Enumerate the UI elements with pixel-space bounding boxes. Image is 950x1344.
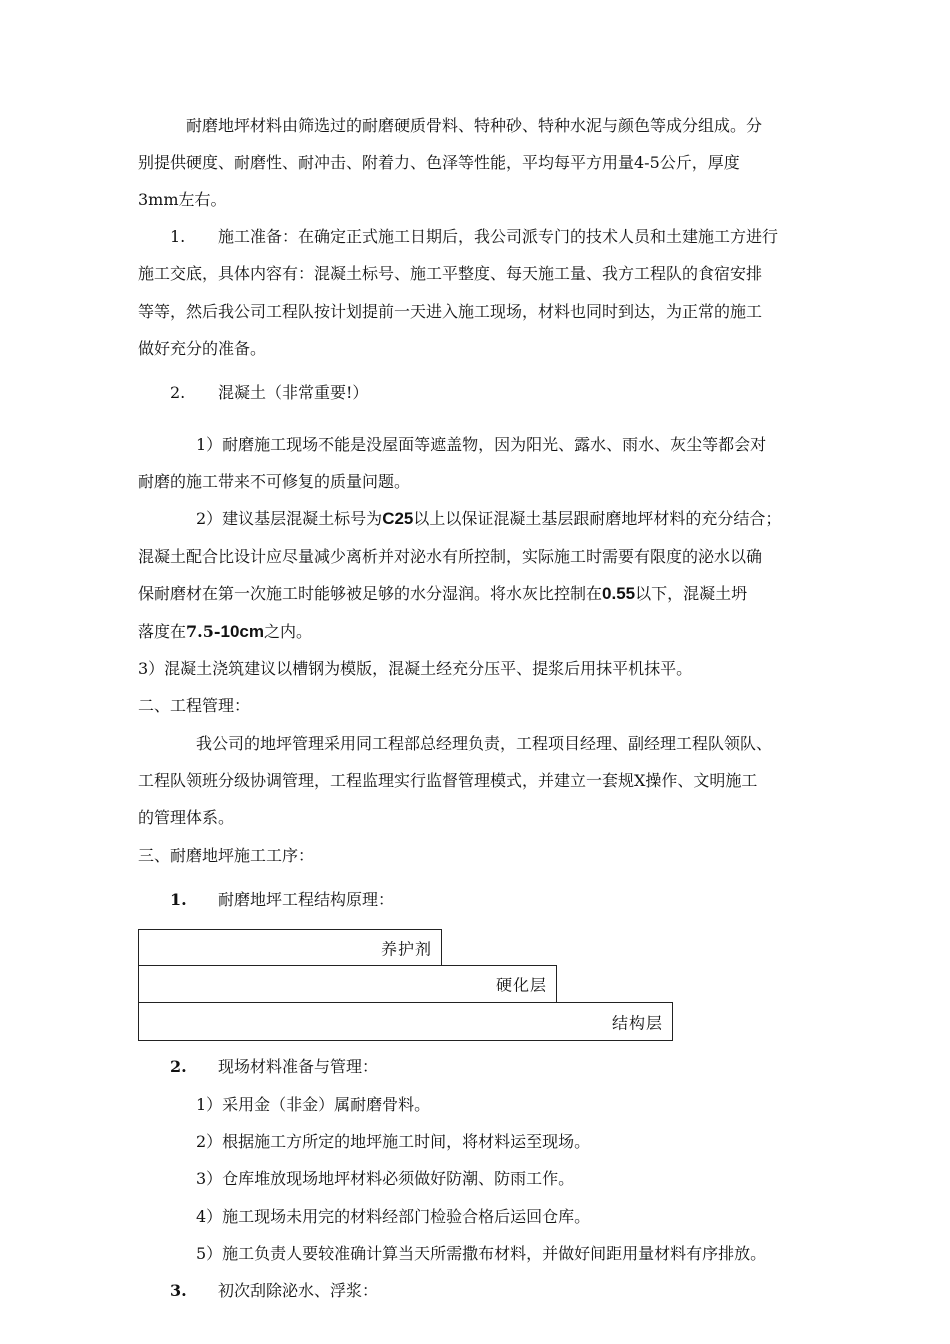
process-heading: 三、耐磨地坪施工工序：: [138, 846, 315, 865]
intro-line-2: 别提供硬度、耐磨性、耐冲击、附着力、色泽等性能，平均每平方用量4-5公斤，厚度: [138, 153, 740, 172]
process-item-2-title: 现场材料准备与管理：: [218, 1057, 379, 1076]
section-2-number: 2.: [170, 383, 186, 402]
intro-line-3: 3mm左右。: [138, 190, 227, 209]
process-item-1-number: 1.: [170, 890, 187, 909]
concrete-point-2-line-3: [138, 584, 747, 604]
list-item: 3）仓库堆放现场地坪材料必须做好防潮、防雨工作。: [196, 1169, 575, 1188]
concrete-point-3: 3）混凝土浇筑建议以槽钢为模版，混凝土经充分压平、提浆后用抹平机抹平。: [138, 659, 693, 678]
slump-high: 10cm: [220, 622, 264, 641]
list-item: 5）施工负责人要较准确计算当天所需撒布材料，并做好间距用量材料有序排放。: [196, 1244, 767, 1263]
concrete-point-2-line-4: [138, 622, 312, 642]
section-1-line-1: 施工准备：在确定正式施工日期后，我公司派专门的技术人员和土建施工方进行: [218, 227, 779, 246]
management-line-2: 工程队领班分级协调管理，工程监理实行监督管理模式，并建立一套规X操作、文明施工: [138, 771, 758, 790]
process-item-1-title: 耐磨地坪工程结构原理：: [218, 890, 395, 909]
intro-line-1: 耐磨地坪材料由筛选过的耐磨硬质骨料、特种砂、特种水泥与颜色等成分组成。分: [186, 116, 763, 135]
process-item-3-number: 3.: [170, 1281, 187, 1300]
list-item: 1）采用金（非金）属耐磨骨料。: [196, 1095, 431, 1114]
section-1-line-3: 等等，然后我公司工程队按计划提前一天进入施工现场，材料也同时到达，为正常的施工: [138, 302, 763, 321]
concrete-point-1-line-2: 耐磨的施工带来不可修复的质量问题。: [138, 472, 411, 491]
management-line-1: 我公司的地坪管理采用同工程部总经理负责，工程项目经理、副经理工程队领队、: [196, 734, 773, 753]
layer-hardened: [138, 965, 557, 1003]
slump-low: 7.5-: [186, 622, 221, 641]
layer-label: 结构层: [611, 1013, 663, 1032]
management-line-3: 的管理体系。: [138, 808, 235, 827]
layer-label: 硬化层: [495, 975, 547, 995]
text: 落度在: [138, 622, 187, 641]
text: 之内。: [263, 622, 312, 641]
process-item-3-title: 初次刮除泌水、浮浆：: [218, 1281, 379, 1300]
text: 以上以保证混凝土基层跟耐磨地坪材料的充分结合；: [413, 509, 782, 528]
concrete-point-1-line-1: 1）耐磨施工现场不能是没屋面等遮盖物，因为阳光、露水、雨水、灰尘等都会对: [196, 435, 767, 454]
section-2-title: 混凝土（非常重要!）: [218, 383, 369, 402]
concrete-grade: C25: [382, 509, 414, 528]
concrete-point-2-line-1: [196, 509, 781, 529]
section-1-line-4: 做好充分的准备。: [138, 339, 267, 358]
layer-curing-agent: [138, 929, 442, 966]
text: 保耐磨材在第一次施工时能够被足够的水分湿润。将水灰比控制在: [138, 584, 603, 603]
concrete-point-2-line-2: 混凝土配合比设计应尽量减少离析并对泌水有所控制，实际施工时需要有限度的泌水以确: [138, 547, 763, 566]
section-1-line-2: 施工交底，具体内容有：混凝土标号、施工平整度、每天施工量、我方工程队的食宿安排: [138, 264, 763, 283]
text: 以下，混凝土坍: [635, 584, 748, 603]
process-item-2-number: 2.: [170, 1057, 187, 1076]
water-cement-ratio: 0.55: [602, 584, 636, 603]
list-item: 4）施工现场未用完的材料经部门检验合格后运回仓库。: [196, 1207, 591, 1226]
section-1-number: 1.: [170, 227, 186, 246]
layer-structural: [138, 1002, 673, 1041]
layer-label: 养护剂: [380, 939, 432, 958]
list-item: 2）根据施工方所定的地坪施工时间，将材料运至现场。: [196, 1132, 591, 1151]
text: 2）建议基层混凝土标号为: [196, 509, 383, 528]
management-heading: 二、工程管理：: [138, 696, 251, 715]
